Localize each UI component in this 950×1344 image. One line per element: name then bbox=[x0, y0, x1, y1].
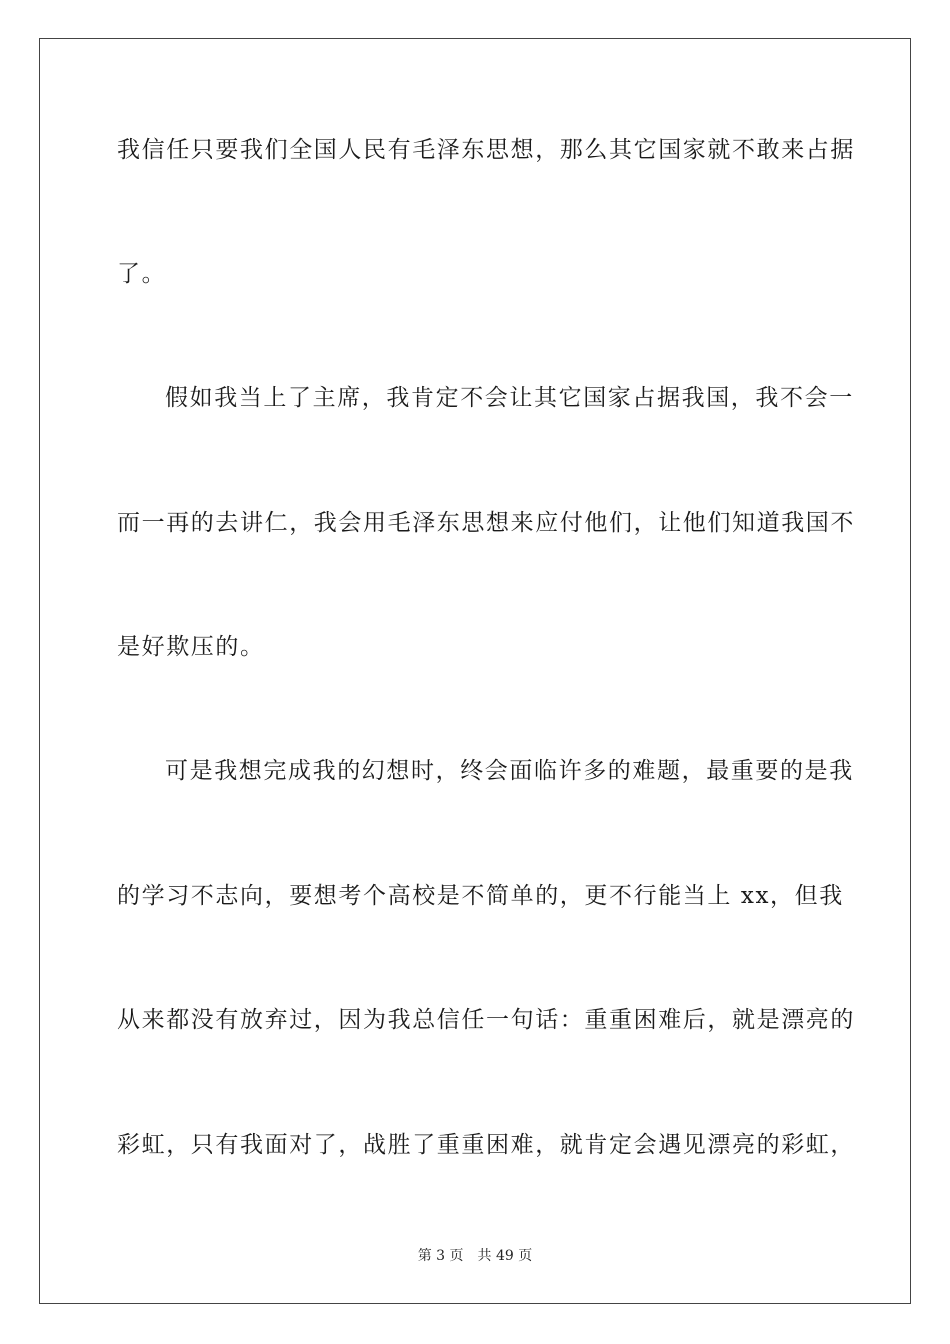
body-text-line: 我信任只要我们全国人民有毛泽东思想，那么其它国家就不敢来占据 bbox=[117, 137, 855, 163]
page-frame bbox=[39, 38, 911, 1304]
body-text-line: 从来都没有放弃过，因为我总信任一句话：重重困难后，就是漂亮的 bbox=[117, 1007, 855, 1033]
page-total: 共 49 页 bbox=[477, 1248, 533, 1264]
body-text-line: 可是我想完成我的幻想时，终会面临许多的难题，最重要的是我 bbox=[165, 758, 854, 784]
body-text-line: 是好欺压的。 bbox=[117, 634, 265, 660]
body-text-line: 了。 bbox=[117, 261, 167, 287]
body-text-line: 假如我当上了主席，我肯定不会让其它国家占据我国，我不会一 bbox=[165, 385, 854, 411]
page-footer bbox=[0, 1246, 950, 1266]
body-text-line: 而一再的去讲仁，我会用毛泽东思想来应付他们，让他们知道我国不 bbox=[117, 510, 855, 536]
body-text-line: 彩虹，只有我面对了，战胜了重重困难，就肯定会遇见漂亮的彩虹， bbox=[117, 1132, 855, 1158]
body-text-line: 的学习不志向，要想考个高校是不简单的，更不行能当上 xx，但我 bbox=[117, 883, 844, 909]
page-number: 第 3 页 bbox=[417, 1248, 464, 1264]
